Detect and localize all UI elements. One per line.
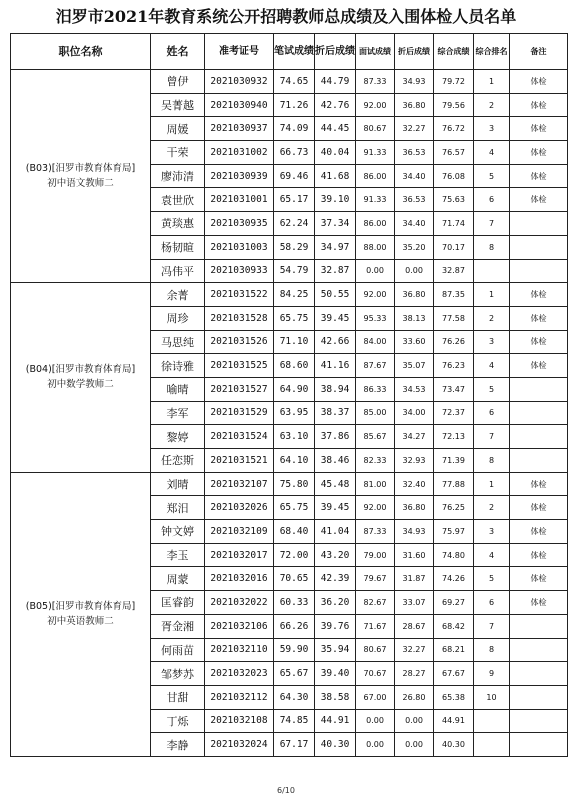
remark-cell: 体检 (510, 283, 568, 307)
rank-cell: 4 (474, 141, 510, 165)
name-cell: 周蒙 (151, 567, 205, 591)
total-score-cell: 76.72 (434, 117, 474, 141)
name-cell: 匡睿韵 (151, 591, 205, 615)
rank-cell: 10 (474, 685, 510, 709)
remark-cell (510, 212, 568, 236)
interview-score-cell: 80.67 (356, 117, 395, 141)
name-cell: 胥金湘 (151, 614, 205, 638)
rank-cell: 3 (474, 520, 510, 544)
name-cell: 何雨苗 (151, 638, 205, 662)
name-cell: 徐诗雅 (151, 354, 205, 378)
interview-converted-cell: 0.00 (395, 709, 434, 733)
header-written-converted: 折后成绩 (315, 34, 356, 70)
rank-cell: 4 (474, 543, 510, 567)
interview-score-cell: 85.00 (356, 401, 395, 425)
ticket-cell: 2021031526 (205, 330, 274, 354)
written-score-cell: 60.33 (274, 591, 315, 615)
rank-cell (474, 709, 510, 733)
table-body (11, 70, 568, 757)
name-cell: 周珍 (151, 306, 205, 330)
interview-score-cell: 87.33 (356, 520, 395, 544)
written-score-cell: 64.10 (274, 449, 315, 473)
name-cell: 余菁 (151, 283, 205, 307)
ticket-cell: 2021031001 (205, 188, 274, 212)
rank-cell: 1 (474, 472, 510, 496)
remark-cell: 体检 (510, 306, 568, 330)
interview-converted-cell: 35.07 (395, 354, 434, 378)
ticket-cell: 2021032024 (205, 733, 274, 757)
interview-converted-cell: 36.80 (395, 283, 434, 307)
name-cell: 任恋斯 (151, 449, 205, 473)
written-score-cell: 71.26 (274, 93, 315, 117)
ticket-cell: 2021031525 (205, 354, 274, 378)
rank-cell: 7 (474, 212, 510, 236)
written-score-cell: 54.79 (274, 259, 315, 283)
interview-converted-cell: 34.53 (395, 377, 434, 401)
name-cell: 甘甜 (151, 685, 205, 709)
total-score-cell: 44.91 (434, 709, 474, 733)
written-converted-cell: 38.58 (315, 685, 356, 709)
position-code: (B03)[汨罗市教育体育局] (25, 163, 136, 175)
ticket-cell: 2021032016 (205, 567, 274, 591)
interview-score-cell: 85.67 (356, 425, 395, 449)
total-score-cell: 75.63 (434, 188, 474, 212)
written-score-cell: 67.17 (274, 733, 315, 757)
rank-cell: 2 (474, 93, 510, 117)
page-number: 6/10 (277, 786, 295, 795)
written-score-cell: 70.65 (274, 567, 315, 591)
interview-score-cell: 0.00 (356, 259, 395, 283)
written-converted-cell: 44.79 (315, 70, 356, 94)
ticket-cell: 2021031528 (205, 306, 274, 330)
interview-converted-cell: 26.80 (395, 685, 434, 709)
written-converted-cell: 39.40 (315, 662, 356, 686)
interview-converted-cell: 33.60 (395, 330, 434, 354)
interview-converted-cell: 34.93 (395, 520, 434, 544)
interview-score-cell: 81.00 (356, 472, 395, 496)
written-converted-cell: 38.46 (315, 449, 356, 473)
ticket-cell: 2021032109 (205, 520, 274, 544)
interview-score-cell: 84.00 (356, 330, 395, 354)
name-cell: 李军 (151, 401, 205, 425)
total-score-cell: 73.47 (434, 377, 474, 401)
header-position: 职位名称 (11, 34, 151, 70)
name-cell: 丁烁 (151, 709, 205, 733)
ticket-cell: 2021031521 (205, 449, 274, 473)
total-score-cell: 67.67 (434, 662, 474, 686)
table-row (11, 70, 568, 94)
name-cell: 黎婷 (151, 425, 205, 449)
interview-score-cell: 79.00 (356, 543, 395, 567)
interview-score-cell: 80.67 (356, 638, 395, 662)
interview-score-cell: 91.33 (356, 141, 395, 165)
total-score-cell: 72.37 (434, 401, 474, 425)
written-converted-cell: 39.10 (315, 188, 356, 212)
remark-cell: 体检 (510, 520, 568, 544)
name-cell: 李玉 (151, 543, 205, 567)
rank-cell: 5 (474, 164, 510, 188)
name-cell: 邹梦苏 (151, 662, 205, 686)
remark-cell: 体检 (510, 93, 568, 117)
rank-cell: 2 (474, 496, 510, 520)
interview-score-cell: 86.00 (356, 164, 395, 188)
ticket-cell: 2021030932 (205, 70, 274, 94)
header-written: 笔试成绩 (274, 34, 315, 70)
ticket-cell: 2021030933 (205, 259, 274, 283)
ticket-cell: 2021031002 (205, 141, 274, 165)
written-score-cell: 62.24 (274, 212, 315, 236)
position-cell (11, 472, 151, 756)
written-converted-cell: 35.94 (315, 638, 356, 662)
remark-cell: 体检 (510, 591, 568, 615)
written-score-cell: 63.10 (274, 425, 315, 449)
written-score-cell: 59.90 (274, 638, 315, 662)
total-score-cell: 68.42 (434, 614, 474, 638)
written-score-cell: 84.25 (274, 283, 315, 307)
name-cell: 马思纯 (151, 330, 205, 354)
name-cell: 郑汨 (151, 496, 205, 520)
remark-cell (510, 685, 568, 709)
interview-score-cell: 82.67 (356, 591, 395, 615)
interview-converted-cell: 33.07 (395, 591, 434, 615)
ticket-cell: 2021032112 (205, 685, 274, 709)
remark-cell: 体检 (510, 496, 568, 520)
rank-cell: 8 (474, 638, 510, 662)
total-score-cell: 32.87 (434, 259, 474, 283)
position-code: (B04)[汨罗市教育体育局] (25, 364, 136, 376)
name-cell: 杨韧暄 (151, 235, 205, 259)
remark-cell (510, 401, 568, 425)
name-cell: 冯伟平 (151, 259, 205, 283)
ticket-cell: 2021032110 (205, 638, 274, 662)
ticket-cell: 2021032023 (205, 662, 274, 686)
rank-cell: 2 (474, 306, 510, 330)
interview-converted-cell: 36.53 (395, 141, 434, 165)
written-converted-cell: 38.37 (315, 401, 356, 425)
header-row (11, 34, 568, 70)
name-cell: 喻晴 (151, 377, 205, 401)
written-score-cell: 72.00 (274, 543, 315, 567)
interview-converted-cell: 0.00 (395, 733, 434, 757)
written-score-cell: 63.95 (274, 401, 315, 425)
interview-converted-cell: 32.93 (395, 449, 434, 473)
ticket-cell: 2021031522 (205, 283, 274, 307)
written-converted-cell: 39.45 (315, 306, 356, 330)
position-code: (B05)[汨罗市教育体育局] (25, 601, 136, 613)
total-score-cell: 87.35 (434, 283, 474, 307)
name-cell: 李静 (151, 733, 205, 757)
written-score-cell: 65.17 (274, 188, 315, 212)
interview-converted-cell: 28.67 (395, 614, 434, 638)
interview-converted-cell: 34.40 (395, 164, 434, 188)
total-score-cell: 71.74 (434, 212, 474, 236)
interview-converted-cell: 36.80 (395, 496, 434, 520)
name-cell: 廖沛清 (151, 164, 205, 188)
total-score-cell: 76.23 (434, 354, 474, 378)
interview-converted-cell: 34.93 (395, 70, 434, 94)
interview-score-cell: 92.00 (356, 93, 395, 117)
interview-score-cell: 87.33 (356, 70, 395, 94)
written-score-cell: 68.40 (274, 520, 315, 544)
written-converted-cell: 45.48 (315, 472, 356, 496)
written-score-cell: 65.75 (274, 496, 315, 520)
written-converted-cell: 41.16 (315, 354, 356, 378)
total-score-cell: 77.58 (434, 306, 474, 330)
rank-cell: 1 (474, 283, 510, 307)
interview-converted-cell: 31.60 (395, 543, 434, 567)
remark-cell (510, 425, 568, 449)
rank-cell: 6 (474, 188, 510, 212)
written-score-cell: 64.90 (274, 377, 315, 401)
interview-score-cell: 86.33 (356, 377, 395, 401)
table-row (11, 472, 568, 496)
ticket-cell: 2021031524 (205, 425, 274, 449)
total-score-cell: 79.56 (434, 93, 474, 117)
rank-cell (474, 733, 510, 757)
rank-cell: 8 (474, 235, 510, 259)
header-total: 综合成绩 (434, 34, 474, 70)
written-converted-cell: 50.55 (315, 283, 356, 307)
interview-score-cell: 82.33 (356, 449, 395, 473)
name-cell: 吴菁越 (151, 93, 205, 117)
ticket-cell: 2021032108 (205, 709, 274, 733)
position-title: 初中数学教师二 (47, 379, 114, 391)
remark-cell: 体检 (510, 164, 568, 188)
rank-cell: 1 (474, 70, 510, 94)
total-score-cell: 76.57 (434, 141, 474, 165)
interview-converted-cell: 32.27 (395, 117, 434, 141)
written-converted-cell: 37.86 (315, 425, 356, 449)
interview-score-cell: 95.33 (356, 306, 395, 330)
interview-converted-cell: 0.00 (395, 259, 434, 283)
written-converted-cell: 39.76 (315, 614, 356, 638)
written-score-cell: 75.80 (274, 472, 315, 496)
total-score-cell: 75.97 (434, 520, 474, 544)
rank-cell: 5 (474, 567, 510, 591)
written-converted-cell: 42.66 (315, 330, 356, 354)
interview-converted-cell: 28.27 (395, 662, 434, 686)
interview-score-cell: 86.00 (356, 212, 395, 236)
remark-cell (510, 449, 568, 473)
rank-cell: 3 (474, 330, 510, 354)
remark-cell: 体检 (510, 543, 568, 567)
total-score-cell: 69.27 (434, 591, 474, 615)
written-converted-cell: 34.97 (315, 235, 356, 259)
total-score-cell: 65.38 (434, 685, 474, 709)
ticket-cell: 2021032022 (205, 591, 274, 615)
total-score-cell: 76.08 (434, 164, 474, 188)
written-converted-cell: 42.39 (315, 567, 356, 591)
remark-cell (510, 662, 568, 686)
remark-cell: 体检 (510, 117, 568, 141)
name-cell: 曾伊 (151, 70, 205, 94)
rank-cell: 6 (474, 591, 510, 615)
remark-cell: 体检 (510, 354, 568, 378)
written-converted-cell: 37.34 (315, 212, 356, 236)
rank-cell: 9 (474, 662, 510, 686)
ticket-cell: 2021032107 (205, 472, 274, 496)
ticket-cell: 2021032017 (205, 543, 274, 567)
position-cell (11, 70, 151, 283)
written-converted-cell: 32.87 (315, 259, 356, 283)
written-converted-cell: 41.04 (315, 520, 356, 544)
rank-cell (474, 259, 510, 283)
interview-score-cell: 91.33 (356, 188, 395, 212)
interview-score-cell: 0.00 (356, 733, 395, 757)
remark-cell (510, 733, 568, 757)
interview-converted-cell: 38.13 (395, 306, 434, 330)
written-score-cell: 74.09 (274, 117, 315, 141)
interview-converted-cell: 36.80 (395, 93, 434, 117)
ticket-cell: 2021030939 (205, 164, 274, 188)
ticket-cell: 2021032026 (205, 496, 274, 520)
written-score-cell: 68.60 (274, 354, 315, 378)
interview-score-cell: 0.00 (356, 709, 395, 733)
written-converted-cell: 42.76 (315, 93, 356, 117)
remark-cell: 体检 (510, 567, 568, 591)
name-cell: 黄琰惠 (151, 212, 205, 236)
remark-cell: 体检 (510, 188, 568, 212)
interview-score-cell: 71.67 (356, 614, 395, 638)
written-score-cell: 58.29 (274, 235, 315, 259)
rank-cell: 4 (474, 354, 510, 378)
remark-cell (510, 638, 568, 662)
results-table (10, 33, 568, 757)
total-score-cell: 70.17 (434, 235, 474, 259)
header-rank: 综合排名 (474, 34, 510, 70)
ticket-cell: 2021031529 (205, 401, 274, 425)
position-title: 初中语文教师二 (47, 178, 114, 190)
rank-cell: 3 (474, 117, 510, 141)
interview-converted-cell: 34.27 (395, 425, 434, 449)
total-score-cell: 76.26 (434, 330, 474, 354)
header-ticket: 准考证号 (205, 34, 274, 70)
written-score-cell: 69.46 (274, 164, 315, 188)
remark-cell: 体检 (510, 70, 568, 94)
written-converted-cell: 36.20 (315, 591, 356, 615)
written-converted-cell: 44.45 (315, 117, 356, 141)
interview-converted-cell: 34.00 (395, 401, 434, 425)
remark-cell (510, 235, 568, 259)
interview-score-cell: 79.67 (356, 567, 395, 591)
name-cell: 钟文婷 (151, 520, 205, 544)
remark-cell (510, 259, 568, 283)
rank-cell: 7 (474, 425, 510, 449)
remark-cell (510, 377, 568, 401)
name-cell: 干荣 (151, 141, 205, 165)
position-title: 初中英语教师二 (47, 616, 114, 628)
interview-converted-cell: 34.40 (395, 212, 434, 236)
total-score-cell: 74.26 (434, 567, 474, 591)
interview-converted-cell: 31.87 (395, 567, 434, 591)
remark-cell (510, 614, 568, 638)
written-converted-cell: 41.68 (315, 164, 356, 188)
interview-score-cell: 92.00 (356, 283, 395, 307)
page-title: 汨罗市2021年教育系统公开招聘教师总成绩及入围体检人员名单 (55, 7, 517, 26)
written-converted-cell: 44.91 (315, 709, 356, 733)
total-score-cell: 68.21 (434, 638, 474, 662)
header-remark: 备注 (510, 34, 568, 70)
interview-converted-cell: 36.53 (395, 188, 434, 212)
interview-converted-cell: 32.40 (395, 472, 434, 496)
name-cell: 袁世欣 (151, 188, 205, 212)
interview-score-cell: 67.00 (356, 685, 395, 709)
rank-cell: 5 (474, 377, 510, 401)
ticket-cell: 2021030937 (205, 117, 274, 141)
remark-cell (510, 709, 568, 733)
total-score-cell: 77.88 (434, 472, 474, 496)
written-score-cell: 74.85 (274, 709, 315, 733)
remark-cell: 体检 (510, 330, 568, 354)
total-score-cell: 71.39 (434, 449, 474, 473)
table-row (11, 283, 568, 307)
written-score-cell: 66.73 (274, 141, 315, 165)
written-score-cell: 65.75 (274, 306, 315, 330)
written-converted-cell: 39.45 (315, 496, 356, 520)
interview-score-cell: 88.00 (356, 235, 395, 259)
written-converted-cell: 43.20 (315, 543, 356, 567)
rank-cell: 6 (474, 401, 510, 425)
ticket-cell: 2021030935 (205, 212, 274, 236)
header-name: 姓名 (151, 34, 205, 70)
total-score-cell: 72.13 (434, 425, 474, 449)
total-score-cell: 79.72 (434, 70, 474, 94)
written-converted-cell: 40.04 (315, 141, 356, 165)
total-score-cell: 76.25 (434, 496, 474, 520)
remark-cell: 体检 (510, 141, 568, 165)
total-score-cell: 40.30 (434, 733, 474, 757)
ticket-cell: 2021031003 (205, 235, 274, 259)
interview-score-cell: 87.67 (356, 354, 395, 378)
remark-cell: 体检 (510, 472, 568, 496)
written-score-cell: 64.30 (274, 685, 315, 709)
name-cell: 刘晴 (151, 472, 205, 496)
interview-score-cell: 70.67 (356, 662, 395, 686)
total-score-cell: 74.80 (434, 543, 474, 567)
position-cell (11, 283, 151, 473)
ticket-cell: 2021030940 (205, 93, 274, 117)
written-score-cell: 65.67 (274, 662, 315, 686)
header-interview-converted: 折后成绩 (395, 34, 434, 70)
written-converted-cell: 40.30 (315, 733, 356, 757)
written-score-cell: 74.65 (274, 70, 315, 94)
name-cell: 周媛 (151, 117, 205, 141)
rank-cell: 8 (474, 449, 510, 473)
ticket-cell: 2021031527 (205, 377, 274, 401)
interview-converted-cell: 32.27 (395, 638, 434, 662)
ticket-cell: 2021032106 (205, 614, 274, 638)
interview-score-cell: 92.00 (356, 496, 395, 520)
written-converted-cell: 38.94 (315, 377, 356, 401)
written-score-cell: 66.26 (274, 614, 315, 638)
rank-cell: 7 (474, 614, 510, 638)
header-interview: 面试成绩 (356, 34, 395, 70)
interview-converted-cell: 35.20 (395, 235, 434, 259)
written-score-cell: 71.10 (274, 330, 315, 354)
